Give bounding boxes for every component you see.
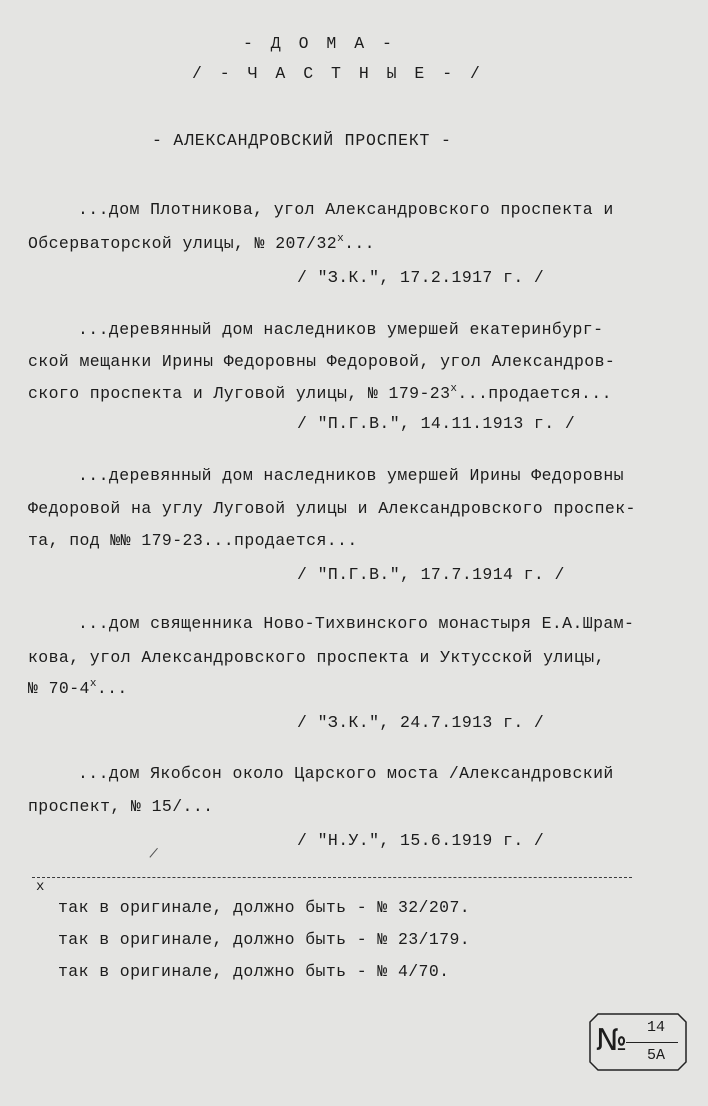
pen-mark bbox=[149, 848, 165, 864]
footnote-divider bbox=[32, 877, 632, 878]
footnote-1: так в оригинале, должно быть - № 32/207. bbox=[58, 898, 471, 917]
entry-1-line-1: ...дом Плотникова, угол Александровского проспекта и bbox=[78, 200, 614, 219]
entry-2-line-2: ской мещанки Ирины Федоровны Федоровой, угол Александров- bbox=[28, 352, 616, 371]
entry-4-source: / "З.К.", 24.7.1913 г. / bbox=[297, 713, 545, 732]
entry-3-source: / "П.Г.В.", 17.7.1914 г. / bbox=[297, 565, 565, 584]
stamp-bottom-number: 5А bbox=[646, 1047, 665, 1064]
stamp-top-number: 14 bbox=[646, 1019, 665, 1036]
entry-4-line-1: ...дом священника Ново-Тихвинского монастыря Е.А.Шрам- bbox=[78, 614, 635, 633]
section-heading: - АЛЕКСАНДРОВСКИЙ ПРОСПЕКТ - bbox=[152, 131, 452, 150]
entry-2-source: / "П.Г.В.", 14.11.1913 г. / bbox=[297, 414, 576, 433]
entry-1-line-2: Обсерваторской улицы, № 207/32$^x$... bbox=[28, 233, 375, 253]
entry-5-source: / "Н.У.", 15.6.1919 г. / bbox=[297, 831, 545, 850]
footnote-3: так в оригинале, должно быть - № 4/70. bbox=[58, 962, 450, 981]
entry-1-source: / "З.К.", 17.2.1917 г. / bbox=[297, 268, 545, 287]
page-title: - Д О М А - bbox=[243, 34, 396, 53]
footnote-mark: x bbox=[36, 879, 45, 895]
entry-4-line-2: кова, угол Александровского проспекта и Уктусской улицы, bbox=[28, 648, 605, 667]
entry-5-line-1: ...дом Якобсон около Царского моста /Александровский bbox=[78, 764, 614, 783]
page-subtitle: / - Ч А С Т Н Ы Е - / bbox=[192, 64, 484, 83]
entry-3-line-2: Федоровой на углу Луговой улицы и Александровского проспек- bbox=[28, 499, 636, 518]
entry-4-line-3: № 70-4$^x$... bbox=[28, 678, 128, 698]
entry-3-line-1: ...деревянный дом наследников умершей Ирины Федоровны bbox=[78, 466, 624, 485]
entry-2-line-1: ...деревянный дом наследников умершей екатеринбург- bbox=[78, 320, 604, 339]
footnote-ref-mark: x bbox=[450, 383, 458, 395]
stamp-fraction-bar bbox=[626, 1042, 678, 1043]
footnote-2: так в оригинале, должно быть - № 23/179. bbox=[58, 930, 471, 949]
entry-5-line-2: проспект, № 15/... bbox=[28, 797, 214, 816]
archive-stamp bbox=[588, 1012, 688, 1072]
footnote-ref-mark: x bbox=[337, 233, 345, 245]
entry-3-line-3: та, под №№ 179-23...продается... bbox=[28, 531, 358, 550]
stamp-number-sign: № bbox=[596, 1023, 628, 1058]
footnote-ref-mark: x bbox=[89, 678, 97, 690]
entry-2-line-3: ского проспекта и Луговой улицы, № 179-23$^x$...продается... bbox=[28, 383, 612, 403]
